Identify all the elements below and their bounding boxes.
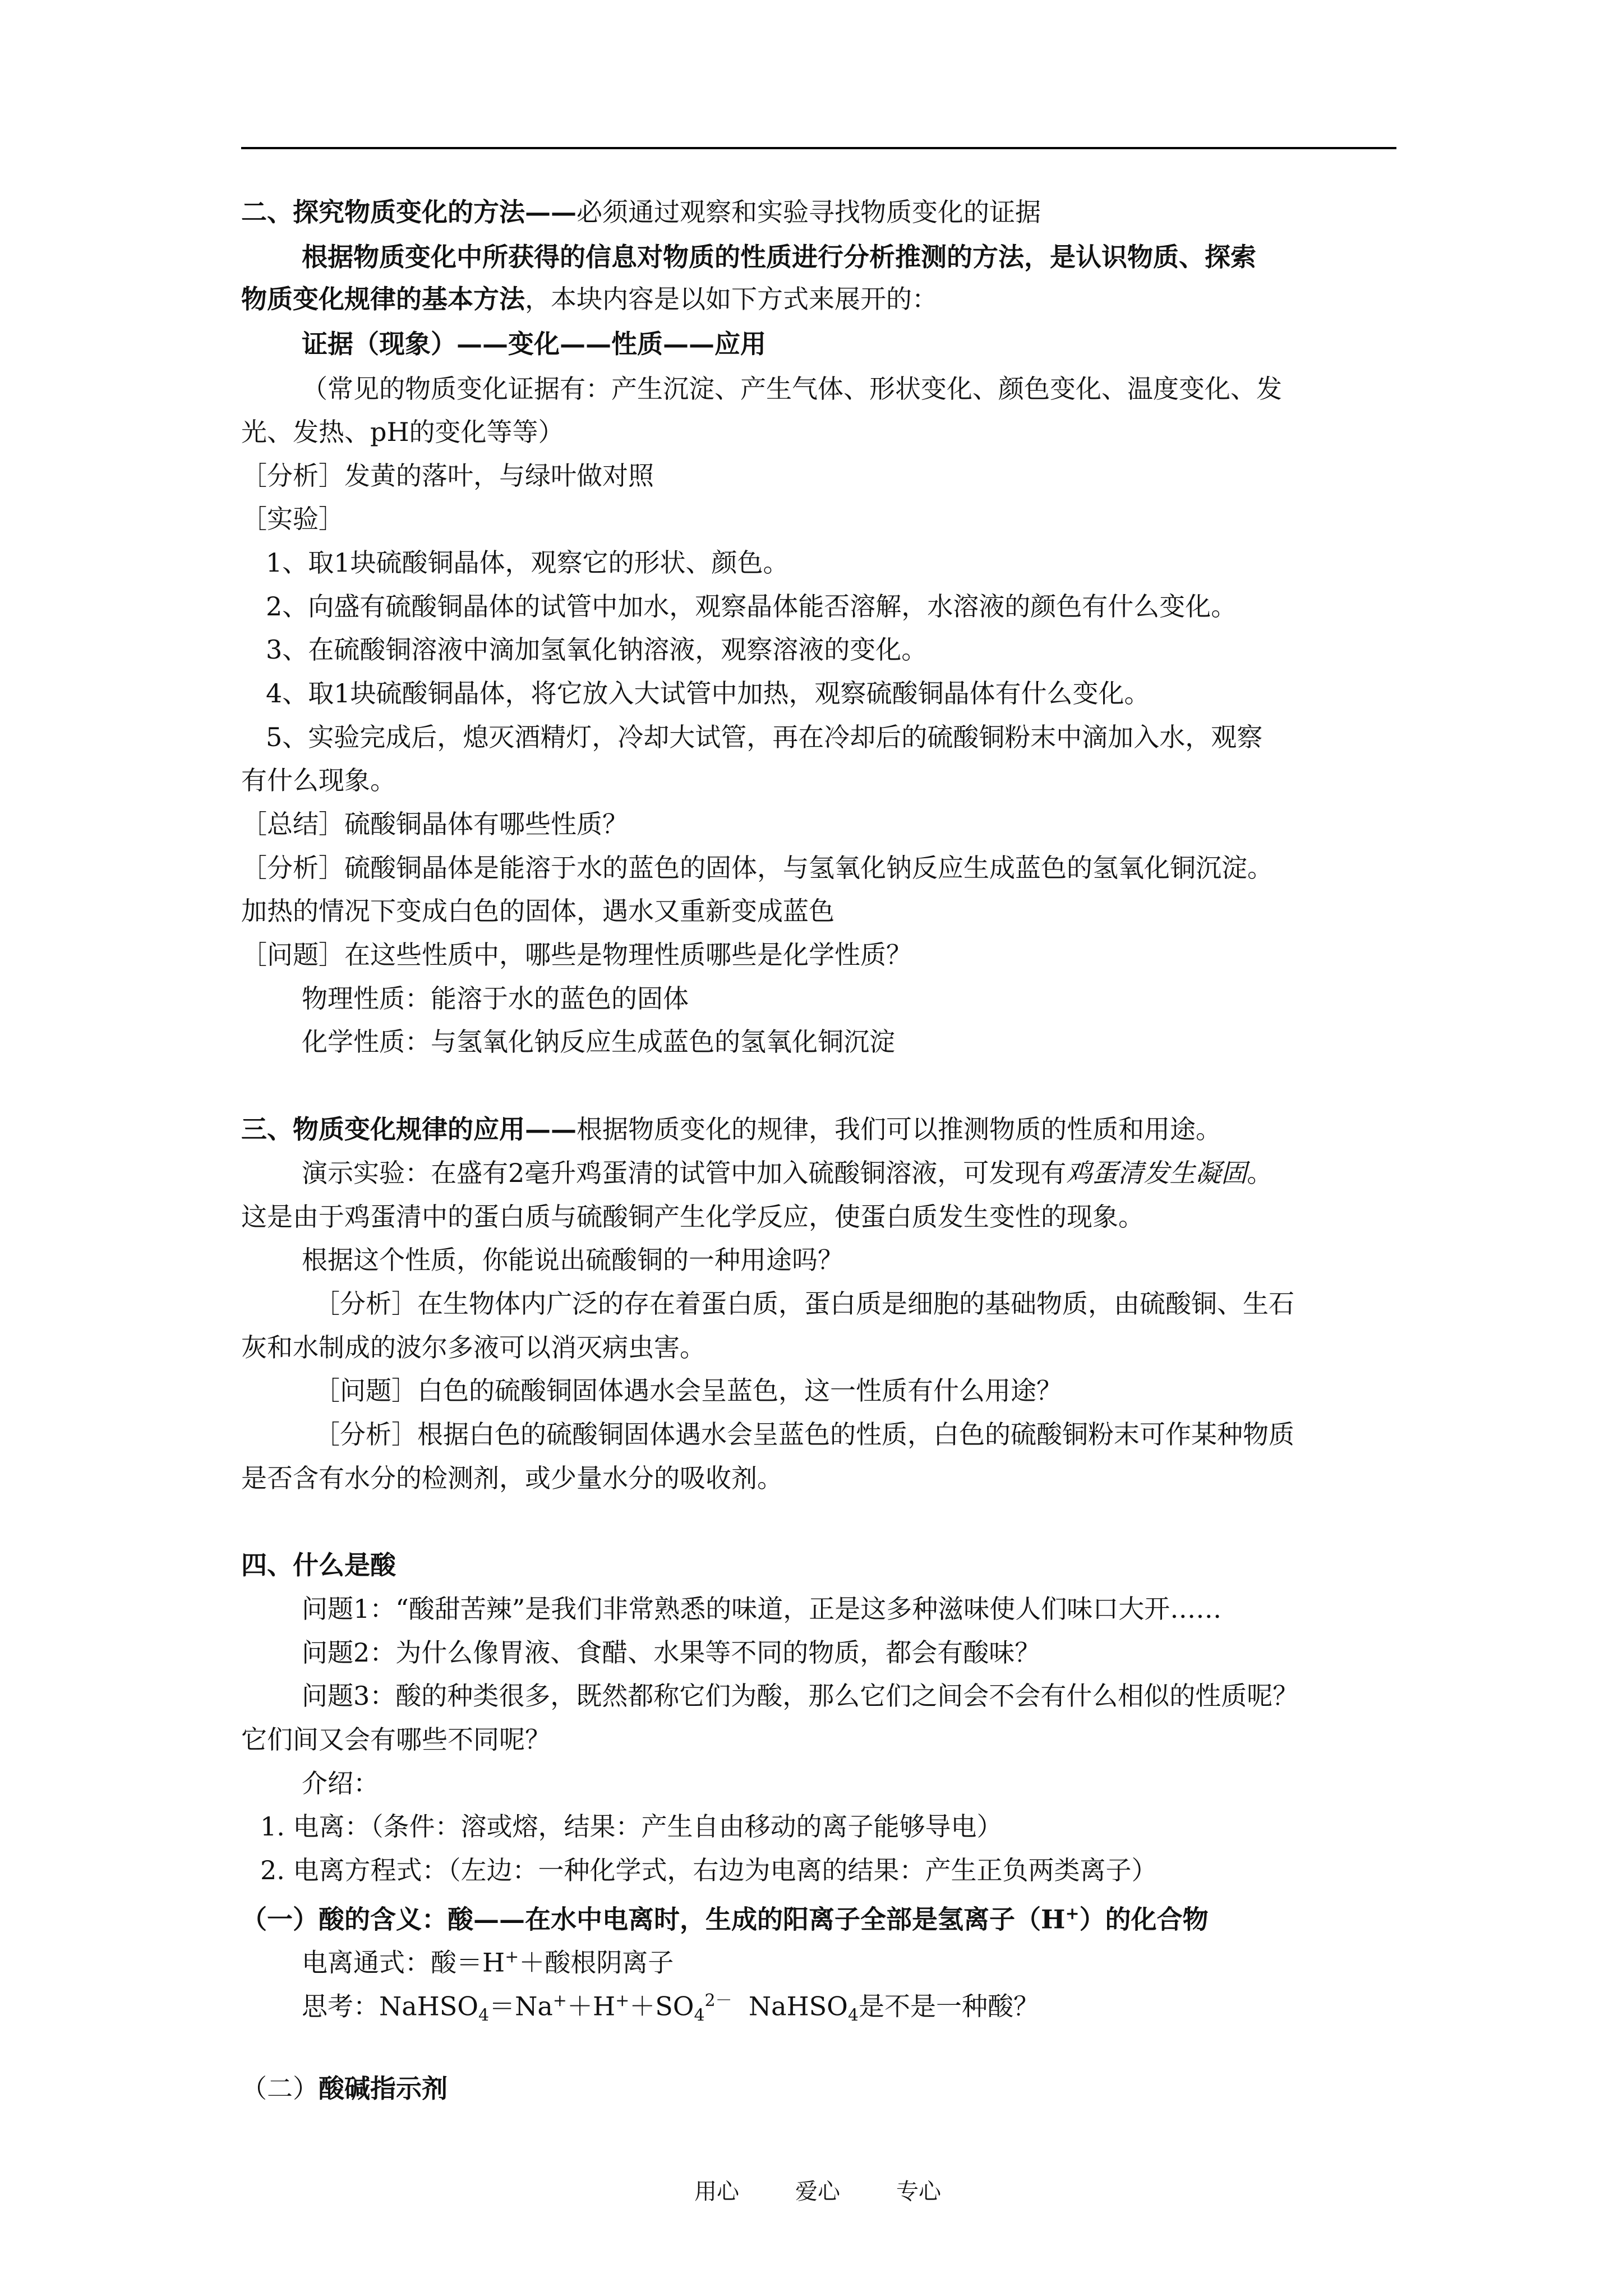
use-analysis-line-1: ［分析］在生物体内广泛的存在着蛋白质，蛋白质是细胞的基础物质，由硫酸铜、生石 (314, 1289, 1294, 1319)
experiment-step-5-line-2: 有什么现象。 (241, 765, 396, 795)
section-2-para-line-2: 物质变化规律的基本方法，本块内容是以如下方式来展开的： (241, 284, 938, 314)
physical-properties: 物理性质：能溶于水的蓝色的固体 (302, 983, 689, 1014)
ionization-equation-item: 2. 电离方程式：（左边：一种化学式，右边为电离的结果：产生正负两类离子） (260, 1855, 1158, 1885)
white-copper-analysis-line-2: 是否含有水分的检测剂，或少量水分的吸收剂。 (241, 1463, 783, 1493)
section-2-title: 二、探究物质变化的方法——必须通过观察和实验寻找物质变化的证据 (241, 197, 1041, 227)
use-analysis-line-2: 灰和水制成的波尔多液可以消灭病虫害。 (241, 1332, 706, 1363)
acid-question-2: 问题2：为什么像胃液、食醋、水果等不同的物质，都会有酸味？ (302, 1637, 1041, 1668)
evidence-chain: 证据（现象）——变化——性质——应用 (302, 329, 766, 359)
header-rule (241, 147, 1396, 149)
demo-line-2: 这是由于鸡蛋清中的蛋白质与硫酸铜产生化学反应，使蛋白质发生变性的现象。 (241, 1202, 1144, 1232)
ionization-item: 1. 电离：（条件：溶或熔，结果：产生自由移动的离子能够导电） (260, 1811, 1003, 1842)
chemical-properties: 化学性质：与氢氧化钠反应生成蓝色的氢氧化铜沉淀 (302, 1027, 895, 1057)
question-properties: ［问题］在这些性质中，哪些是物理性质哪些是化学性质？ (241, 940, 912, 970)
analysis-copper-sulfate-line-1: ［分析］硫酸铜晶体是能溶于水的蓝色的固体，与氢氧化钠反应生成蓝色的氢氧化铜沉淀。 (241, 853, 1273, 883)
acid-question-3-line-2: 它们间又会有哪些不同呢？ (241, 1724, 551, 1755)
acid-base-indicator-heading: （二）酸碱指示剂 (241, 2073, 448, 2104)
footer-word-3: 专心 (896, 2179, 941, 2205)
use-question: 根据这个性质，你能说出硫酸铜的一种用途吗？ (302, 1245, 843, 1275)
section-3-title: 三、物质变化规律的应用——根据物质变化的规律，我们可以推测物质的性质和用途。 (241, 1114, 1221, 1144)
white-copper-question: ［问题］白色的硫酸铜固体遇水会呈蓝色，这一性质有什么用途？ (314, 1375, 1062, 1406)
summary-question: ［总结］硫酸铜晶体有哪些性质？ (241, 809, 628, 839)
experiment-step-1: 1、取1块硫酸铜晶体，观察它的形状、颜色。 (266, 547, 789, 578)
demo-line-1: 演示实验：在盛有2毫升鸡蛋清的试管中加入硫酸铜溶液，可发现有鸡蛋清发生凝固。 (302, 1158, 1273, 1188)
introduction-label: 介绍： (302, 1768, 379, 1798)
footer-word-1: 用心 (694, 2179, 739, 2205)
ionization-general-formula: 电离通式：酸＝H+＋酸根阴离子 (302, 1947, 674, 1978)
acid-question-3-line-1: 问题3：酸的种类很多，既然都称它们为酸，那么它们之间会不会有什么相似的性质呢？ (302, 1681, 1299, 1711)
acid-question-1: 问题1：“酸甜苦辣”是我们非常熟悉的味道，正是这多种滋味使人们味口大开…… (302, 1594, 1222, 1624)
evidence-note-line-1: （常见的物质变化证据有：产生沉淀、产生气体、形状变化、颜色变化、温度变化、发 (302, 374, 1282, 404)
analysis-copper-sulfate-line-2: 加热的情况下变成白色的固体，遇水又重新变成蓝色 (241, 896, 834, 926)
think-question: 思考：$NaHSO_4=Na^++H^++SO_4^{2-}$ NaHSO$_4$是不是一种酸？ (302, 1991, 1039, 2026)
footer-word-2: 爱心 (795, 2179, 840, 2205)
experiment-step-4: 4、取1块硫酸铜晶体，将它放入大试管中加热，观察硫酸铜晶体有什么变化。 (266, 678, 1150, 708)
experiment-step-5-line-1: 5、实验完成后，熄灭酒精灯，冷却大试管，再在冷却后的硫酸铜粉末中滴加入水，观察 (266, 722, 1263, 752)
analysis-leaves: ［分析］发黄的落叶，与绿叶做对照 (241, 461, 654, 491)
white-copper-analysis-line-1: ［分析］根据白色的硫酸铜固体遇水会呈蓝色的性质，白色的硫酸铜粉末可作某种物质 (314, 1419, 1294, 1450)
acid-definition: （一）酸的含义：酸——在水中电离时，生成的阳离子全部是氢离子（H+）的化合物 (241, 1904, 1209, 1935)
evidence-note-line-2: 光、发热、pH的变化等等） (241, 417, 564, 447)
section-4-title: 四、什么是酸 (241, 1550, 396, 1580)
section-2-para-line-1: 根据物质变化中所获得的信息对物质的性质进行分析推测的方法，是认识物质、探索 (302, 242, 1256, 272)
experiment-step-3: 3、在硫酸铜溶液中滴加氢氧化钠溶液，观察溶液的变化。 (266, 634, 928, 665)
experiment-label: ［实验］ (241, 504, 344, 534)
experiment-step-2: 2、向盛有硫酸铜晶体的试管中加水，观察晶体能否溶解，水溶液的颜色有什么变化。 (266, 591, 1237, 622)
